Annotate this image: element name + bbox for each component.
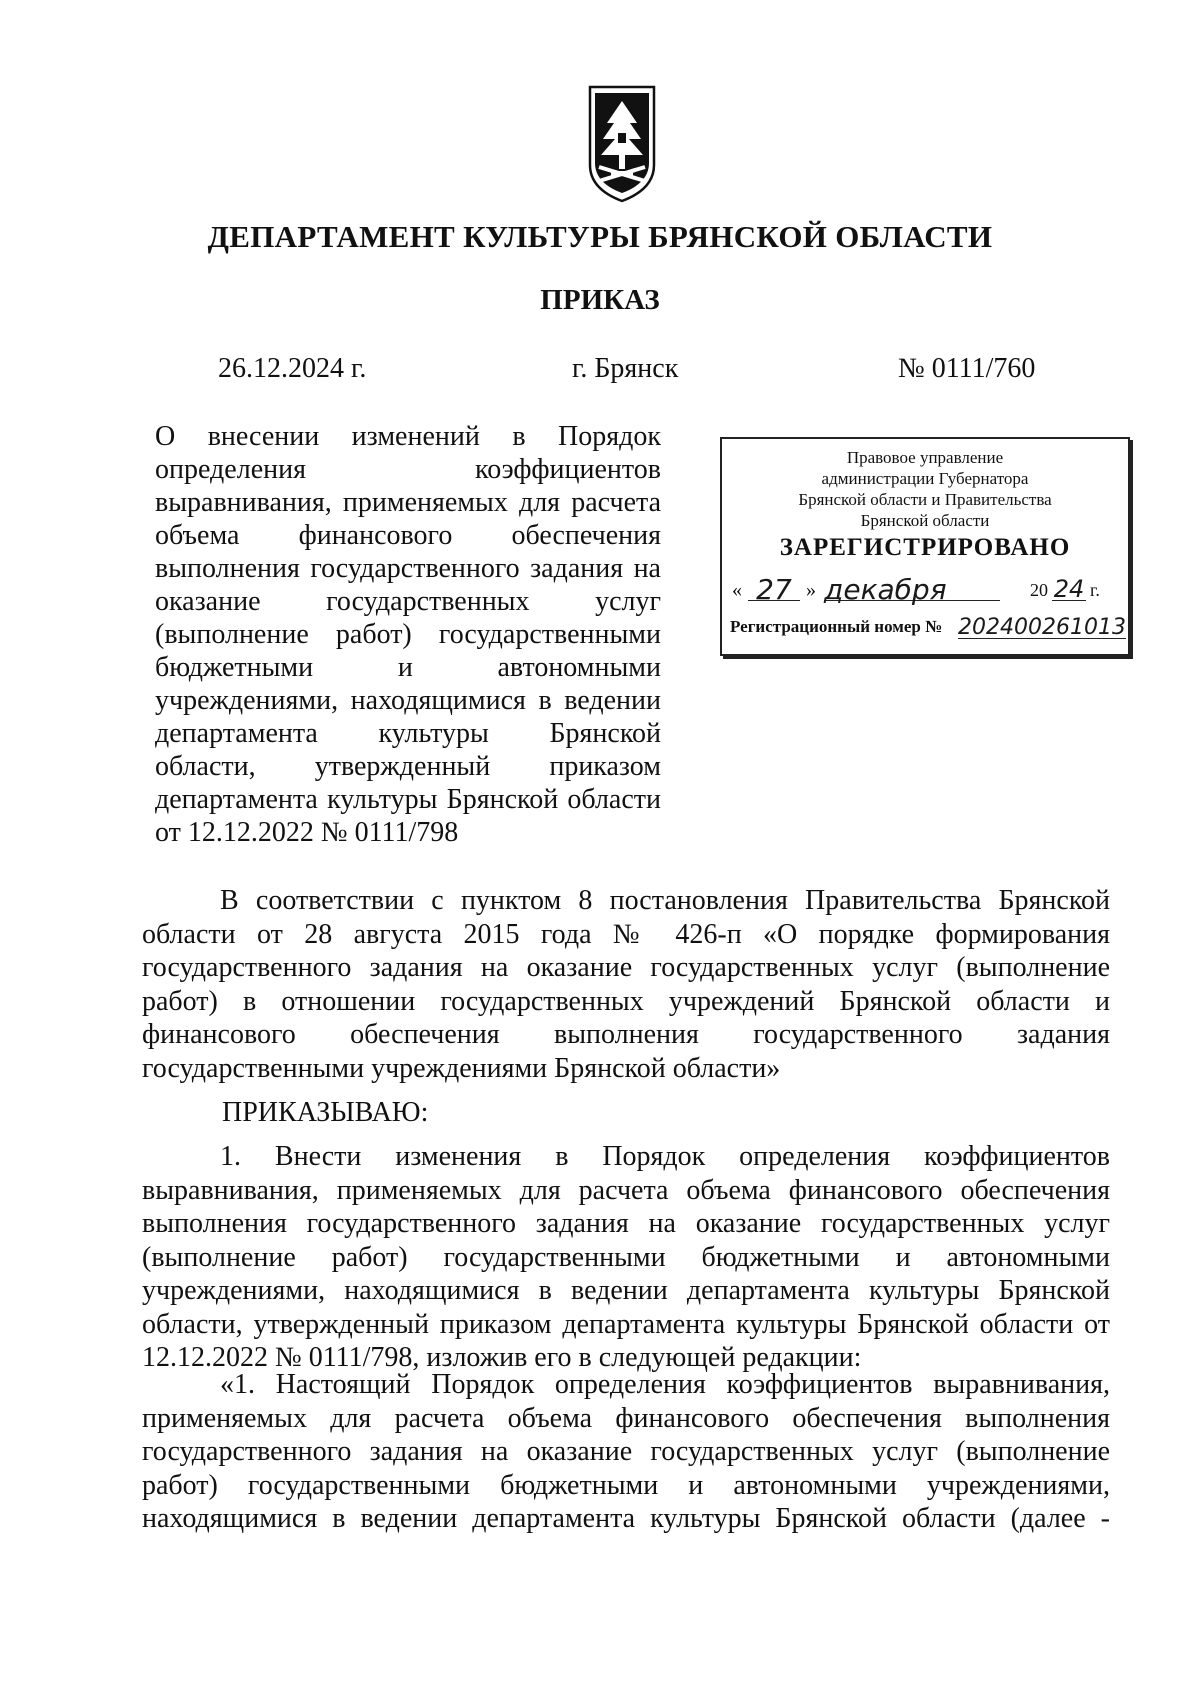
stamp-quote-close: »: [806, 579, 816, 601]
stamp-registered-label: ЗАРЕГИСТРИРОВАНО: [779, 534, 1071, 561]
clause-1-paragraph: [142, 1140, 1110, 1375]
stamp-org-line: Брянской области и Правительства: [798, 490, 1052, 509]
paragraph-line: 12.12.2022 № 0111/798, изложив его в следующей редакции:: [142, 1342, 862, 1373]
subject-line: оказание государственных услуг: [155, 586, 661, 617]
subject-line: определения коэффициентов: [155, 454, 661, 485]
paragraph-line: «1. Настоящий Порядок определения коэффициентов выравнивания,: [220, 1369, 1110, 1400]
stamp-year-suffix: 24: [1053, 575, 1085, 603]
order-number: № 0111/760: [898, 353, 1036, 384]
subject-line: учреждениями, находящимися в ведении: [155, 685, 661, 716]
paragraph-line: учреждениями, находящимися в ведении департамента культуры Брянской: [142, 1275, 1110, 1306]
order-subject: [155, 420, 661, 849]
order-date: 26.12.2024 г.: [218, 353, 367, 384]
paragraph-line: государственного задания на оказание государственных услуг (выполнение: [142, 952, 1110, 983]
preamble-paragraph: [142, 884, 1110, 1085]
paragraph-line: работ) в отношении государственных учреждений Брянской области и: [142, 985, 1110, 1017]
stamp-quote-open: «: [732, 579, 742, 601]
subject-line: департамента культуры Брянской: [155, 718, 661, 749]
stamp-reg-number: 202400261013: [958, 615, 1126, 640]
paragraph-line: (выполнение работ) государственными бюджетными и автономными: [142, 1241, 1110, 1273]
stamp-reg-label: Регистрационный номер №: [730, 617, 943, 636]
paragraph-line: 1. Внести изменения в Порядок определения коэффициентов: [220, 1141, 1110, 1172]
stamp-year-prefix: 20: [1030, 580, 1048, 600]
paragraph-line: применяемых для расчета объема финансового обеспечения выполнения: [142, 1402, 1110, 1434]
subject-line: О внесении изменений в Порядок: [155, 421, 661, 452]
paragraph-line: находящимися в ведении департамента культуры Брянской области (далее -: [142, 1503, 1110, 1534]
subject-line: от 12.12.2022 № 0111/798: [155, 817, 459, 848]
paragraph-line: В соответствии с пунктом 8 постановления Правительства Брянской: [220, 885, 1110, 916]
paragraph-line: государственными учреждениями Брянской области»: [142, 1052, 781, 1084]
subject-line: бюджетными и автономными: [155, 652, 661, 683]
paragraph-line: области, утвержденный приказом департамента культуры Брянской области от: [142, 1308, 1110, 1340]
stamp-org-line: Правовое управление: [846, 448, 1004, 467]
stamp-date-line: [732, 567, 1118, 607]
stamp-month: декабря: [824, 579, 1000, 601]
paragraph-line: области от 28 августа 2015 года № 426-п «О порядке формирования: [142, 918, 1110, 950]
stamp-org-line: Брянской области: [860, 511, 990, 530]
paragraph-line: выравнивания, применяемых для расчета объема финансового обеспечения: [142, 1174, 1110, 1206]
subject-line: выполнения государственного задания на: [155, 553, 661, 584]
quoted-clause-paragraph: [142, 1368, 1110, 1536]
document-type-title: ПРИКАЗ: [540, 284, 660, 316]
coat-of-arms-emblem: [585, 85, 659, 203]
paragraph-line: работ) государственными бюджетными и автономными учреждениями,: [142, 1469, 1110, 1501]
order-city: г. Брянск: [572, 353, 679, 384]
subject-line: выравнивания, применяемых для расчета: [155, 487, 661, 518]
stamp-org: [722, 447, 1128, 531]
paragraph-line: финансового обеспечения выполнения государственного задания: [142, 1019, 1110, 1050]
stamp-day: 27: [748, 579, 800, 601]
subject-line: объема финансового обеспечения: [155, 520, 661, 551]
subject-line: департамента культуры Брянской области: [155, 784, 661, 815]
stamp-year-unit: г.: [1090, 580, 1100, 600]
order-command-word: ПРИКАЗЫВАЮ:: [222, 1097, 429, 1128]
paragraph-line: государственного задания на оказание государственных услуг (выполнение: [142, 1436, 1110, 1467]
paragraph-line: выполнения государственного задания на оказание государственных услуг: [142, 1208, 1110, 1239]
subject-line: (выполнение работ) государственными: [155, 619, 661, 650]
stamp-reg-number-line: [730, 609, 1126, 641]
department-title: ДЕПАРТАМЕНТ КУЛЬТУРЫ БРЯНСКОЙ ОБЛАСТИ: [207, 219, 993, 254]
registration-stamp: [720, 437, 1130, 656]
subject-line: области, утвержденный приказом: [155, 751, 661, 782]
stamp-org-line: администрации Губернатора: [821, 469, 1029, 488]
